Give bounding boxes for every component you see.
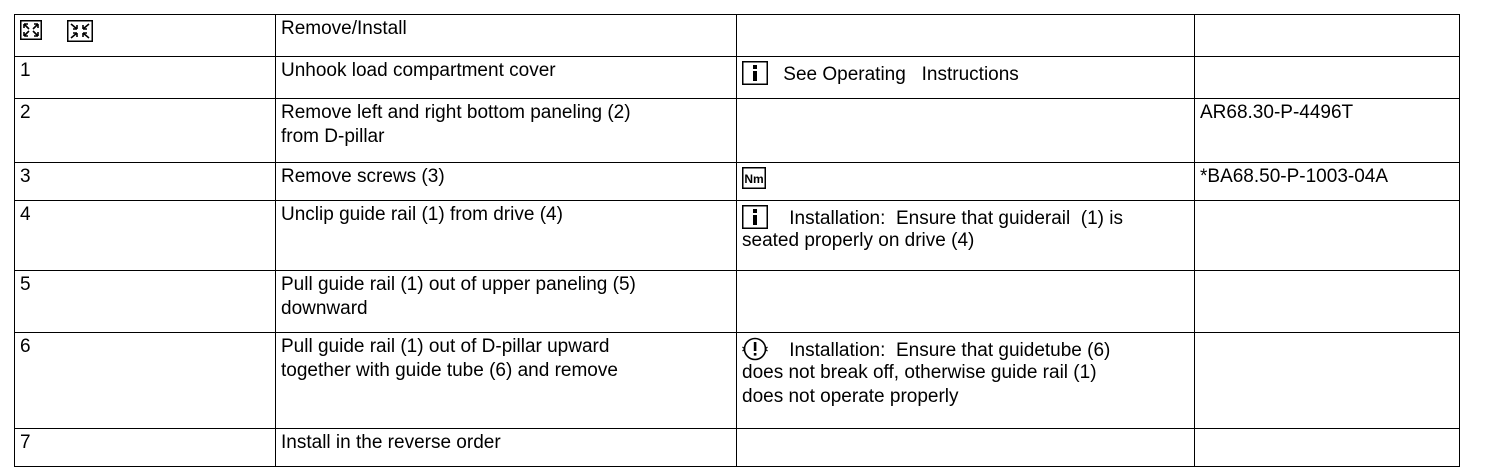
step-note-line [742,203,1190,229]
step-instruction-line: downward [281,298,368,319]
header-reference-cell [1195,15,1460,57]
step-reference[interactable] [1195,333,1460,429]
step-instruction [276,333,737,429]
svg-text:Nm: Nm [744,172,764,186]
step-reference[interactable] [1195,201,1460,271]
step-instruction-line: Pull guide rail (1) out of upper paneling (5) [281,274,636,295]
torque-icon[interactable] [742,167,766,189]
collapse-icon[interactable] [67,20,93,42]
step-row [15,333,1460,429]
step-note-line: does not break off, otherwise guide rail (1) [742,362,1097,383]
step-instruction-line: Pull guide rail (1) out of D-pillar upward [281,336,610,357]
step-instruction: Remove screws (3) [276,163,737,201]
step-number: 3 [15,163,276,201]
step-number: 7 [15,429,276,467]
step-note-line [742,335,1190,361]
step-number: 5 [15,271,276,333]
step-row [15,201,1460,271]
step-note [737,57,1195,99]
step-row [15,163,1460,201]
step-instruction-line: from D-pillar [281,126,385,147]
step-note [737,333,1195,429]
procedure-table [14,14,1460,467]
header-note-cell [737,15,1195,57]
step-reference[interactable] [1195,429,1460,467]
step-note [737,271,1195,333]
step-note-line: seated properly on drive (4) [742,230,975,251]
step-note-text: See Operating Instructions [783,64,1019,85]
step-note [737,201,1195,271]
step-reference[interactable]: *BA68.50-P-1003-04A [1195,163,1460,201]
step-number: 4 [15,201,276,271]
step-row [15,429,1460,467]
step-note [737,429,1195,467]
header-row [15,15,1460,57]
step-note-text: Installation: Ensure that guidetube (6) [789,340,1111,361]
step-note-text: Installation: Ensure that guiderail (1) is [789,208,1124,229]
procedure-page [14,14,1459,467]
header-title: Remove/Install [276,15,737,57]
warning-icon[interactable] [742,337,768,361]
step-number: 1 [15,57,276,99]
step-note [737,163,1195,201]
expand-icon[interactable] [20,20,42,40]
step-row [15,57,1460,99]
step-reference[interactable] [1195,271,1460,333]
header-icons-cell [15,15,276,57]
step-instruction-line: Remove left and right bottom paneling (2) [281,102,631,123]
step-row [15,271,1460,333]
step-instruction [276,99,737,163]
step-instruction-line: together with guide tube (6) and remove [281,360,618,381]
step-number: 2 [15,99,276,163]
step-instruction [276,271,737,333]
step-instruction: Unhook load compartment cover [276,57,737,99]
step-reference[interactable]: AR68.30-P-4496T [1195,99,1460,163]
step-reference[interactable] [1195,57,1460,99]
step-note-line: does not operate properly [742,386,959,407]
step-number: 6 [15,333,276,429]
step-instruction: Unclip guide rail (1) from drive (4) [276,201,737,271]
info-icon[interactable] [742,205,768,229]
step-instruction: Install in the reverse order [276,429,737,467]
step-row [15,99,1460,163]
step-note [737,99,1195,163]
info-icon[interactable] [742,61,768,85]
